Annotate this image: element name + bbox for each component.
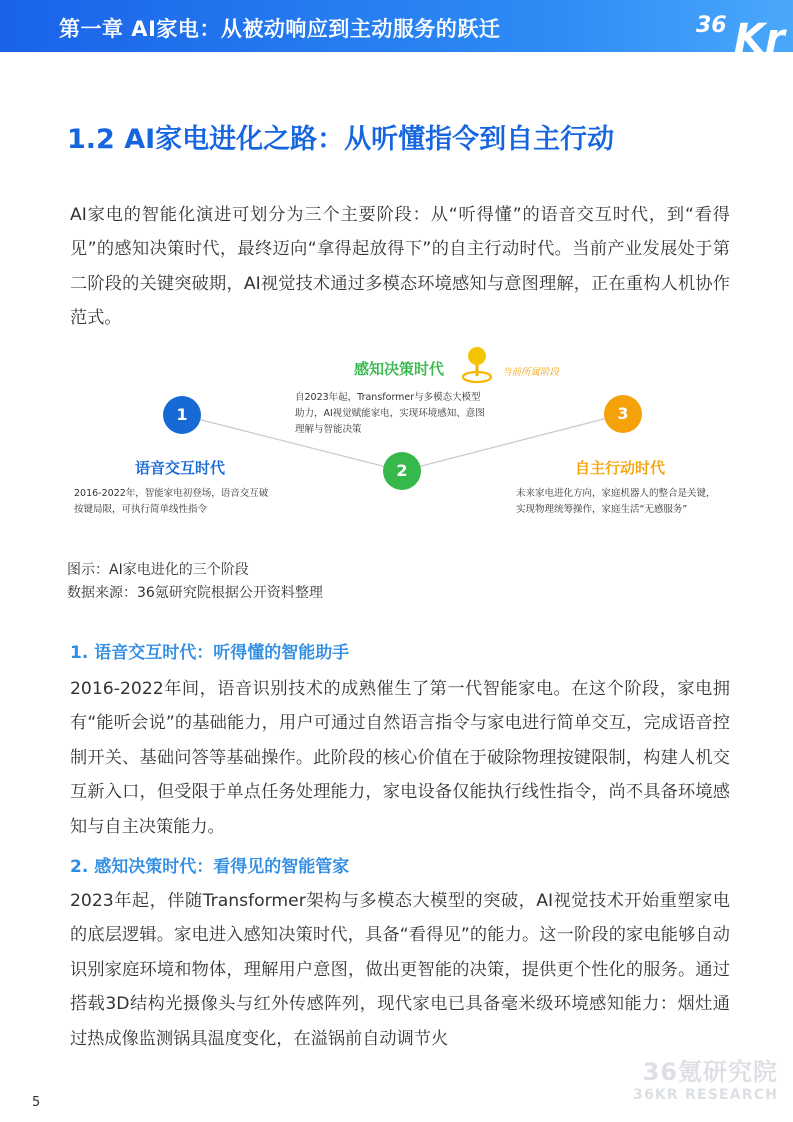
header-bar <box>0 0 793 52</box>
current-stage-tag: 当前所属阶段 <box>502 367 560 378</box>
stage-1-title: 语音交互时代 <box>135 459 226 477</box>
location-pin-icon <box>460 346 494 384</box>
36kr-logo <box>690 6 793 52</box>
stage-2-node: 2 <box>383 452 421 490</box>
subsection-2-body: 2023年起，伴随Transformer架构与多模态大模型的突破，AI视觉技术开始重塑家电的底层逻辑。家电进入感知决策时代，具备“看得见”的能力。这一阶段的家电能够自动识别家庭环境和物体，理解用户意图，做出更智能的决策，提供更个性化的服务。通过搭载3D结构光摄像头与红外传感阵列，现代家电已具备毫米级环境感知能力：烟灶通过热成像监测锅具温度变化，在溢锅前自动调节火 <box>70 891 730 1049</box>
watermark <box>633 1052 778 1108</box>
stage-1-node: 1 <box>163 396 201 434</box>
svg-text:Kr: Kr <box>734 16 785 52</box>
subsection-1-title: 1. 语音交互时代：听得懂的智能助手 <box>70 643 350 663</box>
stage-3-node: 3 <box>604 395 642 433</box>
svg-text:36: 36 <box>696 13 727 38</box>
chapter-title: 第一章 AI家电：从被动响应到主动服务的跃迁 <box>59 17 501 41</box>
section-title: 1.2 AI家电进化之路：从听懂指令到自主行动 <box>67 124 615 155</box>
page-number: 5 <box>32 1095 41 1110</box>
stage-2-title: 感知决策时代 <box>354 360 445 378</box>
watermark-sub: 36KR RESEARCH <box>633 1087 779 1103</box>
stage-3-title: 自主行动时代 <box>575 459 666 477</box>
subsection-2-title: 2. 感知决策时代：看得见的智能管家 <box>70 857 350 877</box>
figure-caption: 图示：AI家电进化的三个阶段 <box>67 562 249 578</box>
subsection-1-body: 2016-2022年间，语音识别技术的成熟催生了第一代智能家电。在这个阶段，家电拥有“能听会说”的基础能力，用户可通过自然语言指令与家电进行简单交互，完成语音控制开关、基础问答等基础操作。此阶段的核心价值在于破除物理按键限制，构建人机交互新入口，但受限于单点任务处理能力，家电设备仅能执行线性指令，尚不具备环境感知与自主决策能力。 <box>70 679 730 837</box>
intro-paragraph: AI家电的智能化演进可划分为三个主要阶段：从“听得懂”的语音交互时代，到“看得见”的感知决策时代，最终迈向“拿得起放得下”的自主行动时代。当前产业发展处于第二阶段的关键突破期，AI视觉技术通过多模态环境感知与意图理解，正在重构人机协作范式。 <box>70 205 730 329</box>
stage-3-desc: 未来家电进化方向，家庭机器人的整合是关键， 实现物理统筹操作，家庭生活“无感服务” <box>516 488 716 515</box>
watermark-main: 36氪研究院 <box>642 1058 778 1086</box>
stage-2-desc: 自2023年起，Transformer与多模态大模型 助力，AI视觉赋能家电，实现环境感知、意图 理解与智能决策 <box>295 392 485 435</box>
stage-1-desc: 2016-2022年，智能家电初登场，语音交互破 按键局限，可执行简单线性指令 <box>74 488 269 515</box>
source-caption: 数据来源：36氪研究院根据公开资料整理 <box>67 585 323 601</box>
evolution-diagram <box>60 340 760 530</box>
